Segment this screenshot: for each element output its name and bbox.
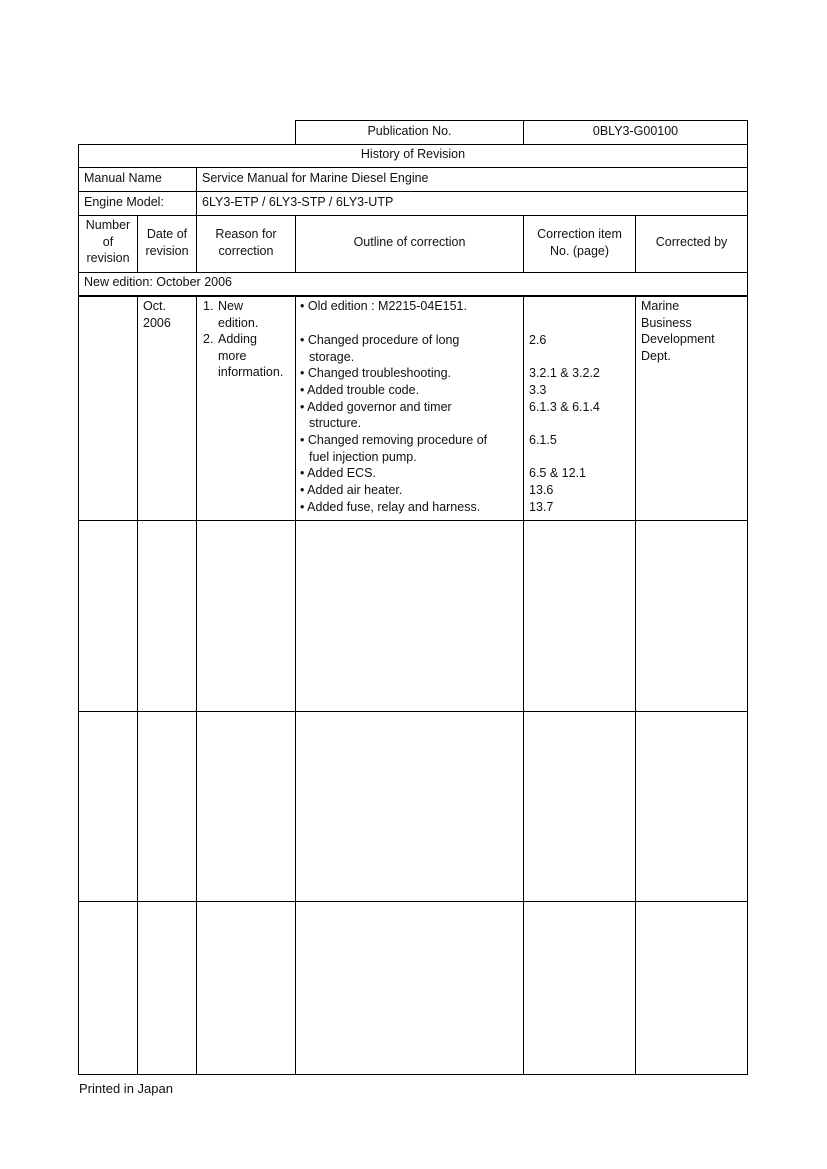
outline-line: • Old edition : M2215-04E151.	[300, 299, 467, 313]
outline-line: • Changed procedure of long	[300, 333, 460, 347]
manual-name-value: Service Manual for Marine Diesel Engine	[202, 171, 429, 185]
reason-line: edition.	[218, 315, 259, 330]
corrected-by-line: Development	[641, 332, 715, 346]
corrected-by-line: Dept.	[641, 348, 671, 363]
col-header-date-line: revision	[145, 243, 189, 258]
new-edition-note: New edition: October 2006	[84, 275, 233, 289]
revision-reasons	[203, 298, 283, 381]
col-header-corrected-by: Corrected by	[655, 235, 728, 249]
page-title: History of Revision	[360, 147, 466, 161]
item-number: 13.7	[529, 500, 554, 514]
col-header-item-line: No. (page)	[549, 243, 610, 258]
col-header-reason	[197, 226, 295, 259]
outline-line: • Added ECS.	[300, 466, 376, 480]
engine-model-label: Engine Model:	[84, 195, 164, 209]
outline-line: • Changed troubleshooting.	[300, 366, 452, 380]
revision-date-line: 2006	[143, 315, 171, 330]
item-number: 6.5 & 12.1	[529, 466, 586, 480]
reason-line: New	[218, 299, 244, 313]
col-header-item-line: Correction item	[537, 227, 622, 241]
outline-line: • Added governor and timer	[300, 400, 452, 414]
outline-line: structure.	[309, 416, 362, 430]
item-number: 3.2.1 & 3.2.2	[529, 366, 600, 380]
publication-label: Publication No.	[367, 124, 452, 138]
item-number: 2.6	[529, 333, 547, 347]
col-header-date	[138, 226, 196, 259]
col-header-reason-line: Reason for	[215, 227, 277, 241]
revision-date-line: Oct.	[143, 299, 166, 313]
col-header-date-line: Date of	[146, 227, 188, 241]
outline-line: • Added trouble code.	[300, 383, 420, 397]
manual-name-label: Manual Name	[84, 171, 162, 185]
reason-item	[203, 298, 283, 331]
corrected-by-line: Business	[641, 315, 692, 330]
item-number: 13.6	[529, 483, 554, 497]
outline-line: fuel injection pump.	[309, 450, 417, 464]
outline-line: • Changed removing procedure of	[300, 433, 488, 447]
publication-number: 0BLY3-G00100	[592, 124, 679, 138]
col-header-item	[524, 226, 635, 259]
outline-line: • Added air heater.	[300, 483, 403, 497]
col-header-outline: Outline of correction	[353, 235, 466, 249]
reason-line: more	[218, 348, 247, 363]
reason-line: Adding	[218, 332, 257, 346]
col-header-number-line: Number	[85, 218, 131, 232]
reason-number: 2.	[203, 332, 214, 346]
corrected-by	[641, 298, 715, 364]
engine-model-value: 6LY3-ETP / 6LY3-STP / 6LY3-UTP	[202, 195, 394, 209]
reason-item	[203, 331, 283, 381]
reason-line: information.	[218, 365, 284, 379]
col-header-number-line: revision	[86, 251, 130, 265]
col-header-number	[79, 217, 137, 267]
outline-line: • Added fuse, relay and harness.	[300, 500, 481, 514]
outline-line: storage.	[309, 350, 355, 364]
item-number: 6.1.3 & 6.1.4	[529, 400, 600, 414]
corrected-by-line: Marine	[641, 299, 680, 313]
reason-number: 1.	[203, 299, 214, 313]
footer-note: Printed in Japan	[79, 1081, 173, 1096]
revision-date	[143, 298, 171, 331]
col-header-reason-line: correction	[218, 243, 274, 258]
item-number: 3.3	[529, 383, 547, 397]
item-number: 6.1.5	[529, 433, 557, 447]
col-header-number-line: of	[102, 234, 114, 249]
